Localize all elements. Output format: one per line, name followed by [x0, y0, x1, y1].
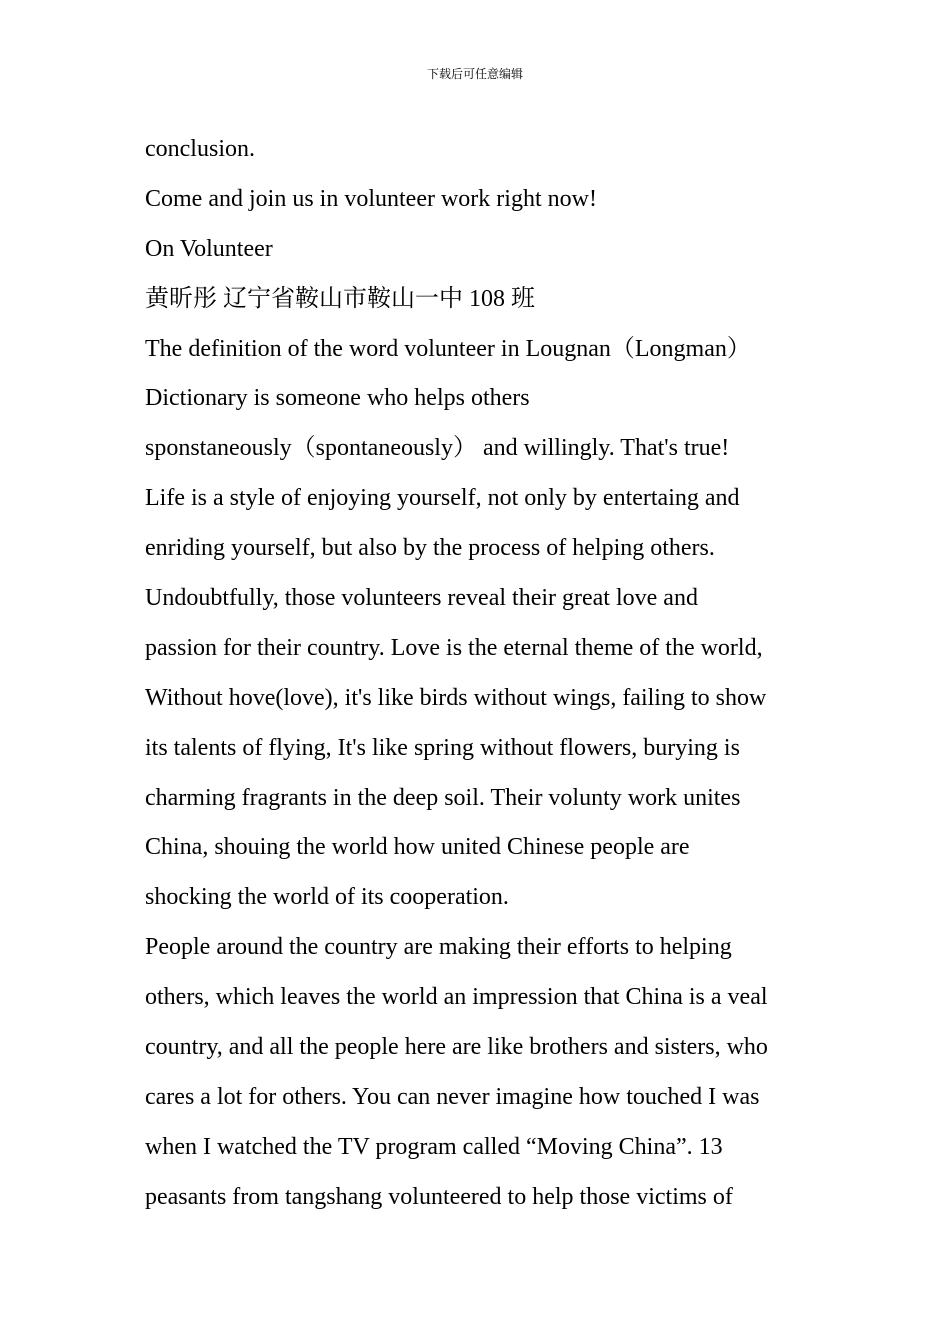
text-line: country, and all the people here are like brothers and sisters, who — [145, 1034, 768, 1061]
text-line: others, which leaves the world an impression that China is a veal — [145, 984, 768, 1011]
text-line: peasants from tangshang volunteered to help those victims of — [145, 1183, 733, 1210]
document-title: On Volunteer — [145, 235, 273, 262]
text-line: charming fragrants in the deep soil. Their volunty work unites — [145, 784, 741, 811]
text-line: passion for their country. Love is the eternal theme of the world, — [145, 634, 763, 661]
text-line: conclusion. — [145, 136, 255, 162]
text-line: Come and join us in volunteer work right now! — [145, 185, 597, 212]
text-line: enriding yourself, but also by the process of helping others. — [145, 535, 715, 562]
text-line: shocking the world of its cooperation. — [145, 884, 509, 911]
text-line: sponstaneously（spontaneously） and willingly. That's true! — [145, 435, 730, 462]
text-line: when I watched the TV program called “Moving China”. 13 — [145, 1133, 723, 1160]
author-line: 黄昕彤 辽宁省鞍山市鞍山一中 108 班 — [145, 285, 535, 312]
text-line: its talents of flying, It's like spring without flowers, burying is — [145, 734, 740, 761]
text-line: The definition of the word volunteer in Lougnan（Longman） — [145, 335, 751, 362]
text-line: Dictionary is someone who helps others — [145, 385, 530, 412]
text-line: cares a lot for others. You can never imagine how touched I was — [145, 1083, 760, 1110]
text-line: Undoubtfully, those volunteers reveal their great love and — [145, 585, 698, 612]
text-line: China, shouing the world how united Chinese people are — [145, 834, 690, 861]
page-header: 下载后可任意编辑 — [426, 67, 523, 81]
text-line: Without hove(love), it's like birds without wings, failing to show — [145, 684, 767, 711]
document-body — [145, 125, 825, 1223]
text-line: Life is a style of enjoying yourself, not only by entertaing and — [145, 485, 740, 512]
text-line: People around the country are making their efforts to helping — [145, 934, 732, 961]
